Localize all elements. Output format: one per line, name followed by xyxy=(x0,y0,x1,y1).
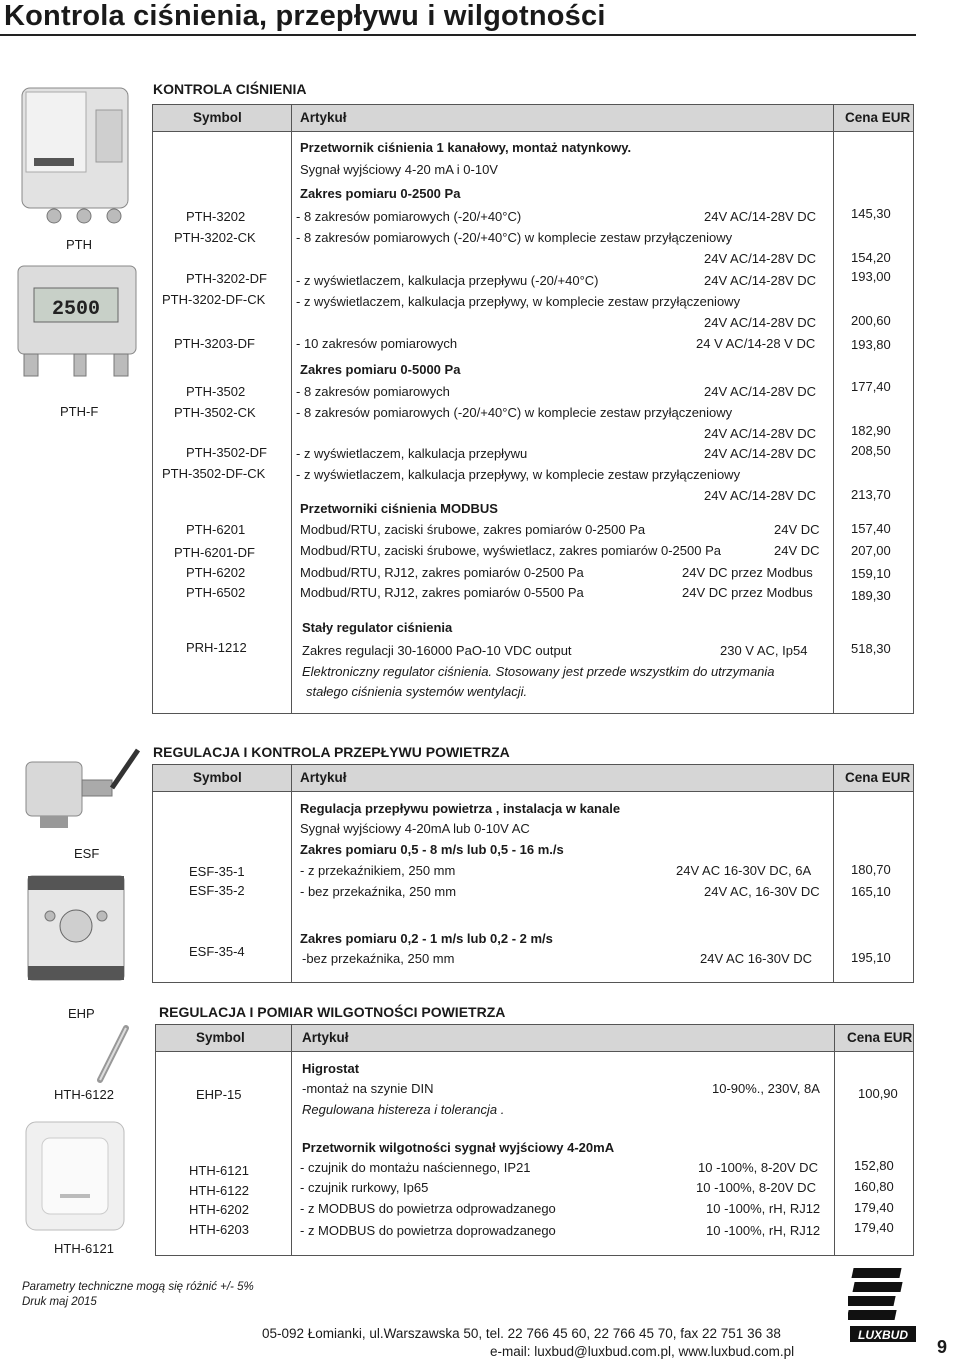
footnote-parameters: Parametry techniczne mogą się różnić +/- 5% xyxy=(22,1281,254,1293)
row-heading: Przetwornik wilgotności sygnał wyjściowy 4-20mA xyxy=(302,1140,615,1155)
symbol-cell: PTH-3202-DF xyxy=(186,271,267,286)
price-cell: 193,80 xyxy=(851,337,891,352)
symbol-cell: HTH-6202 xyxy=(189,1202,249,1217)
symbol-cell: PTH-6201-DF xyxy=(174,545,255,560)
price-cell: 200,60 xyxy=(851,313,891,328)
luxbud-logo xyxy=(848,1266,920,1348)
voltage-cell: 24V DC xyxy=(774,543,820,558)
article-cell: Modbud/RTU, zaciski śrubowe, wyświetlacz, zakres pomiarów 0-2500 Pa xyxy=(300,543,721,558)
page-number: 9 xyxy=(937,1337,948,1357)
humidity-table-header xyxy=(156,1025,913,1052)
row-text: Sygnał wyjściowy 4-20mA lub 0-10V AC xyxy=(300,821,530,836)
price-cell: 100,90 xyxy=(858,1086,898,1101)
logo-text: LUXBUD xyxy=(858,1328,908,1342)
voltage-cell: 24V AC/14-28V DC xyxy=(704,384,817,399)
voltage-cell: 10 -100%, 8-20V DC xyxy=(696,1180,816,1195)
side-label-hth-6121: HTH-6121 xyxy=(54,1241,114,1256)
col-divider xyxy=(291,105,292,713)
symbol-cell: PTH-3202-CK xyxy=(174,230,256,245)
pth-device-photo xyxy=(14,82,140,232)
col-cena: Cena EUR xyxy=(847,1030,913,1045)
article-cell: - z wyświetlaczem, kalkulacja przepływu xyxy=(296,446,528,461)
row-heading: Przetwornik ciśnienia 1 kanałowy, montaż natynkowy. xyxy=(300,140,632,155)
voltage-cell: 24V AC/14-28V DC xyxy=(704,251,817,266)
section-title-airflow: REGULACJA I KONTROLA PRZEPŁYWU POWIETRZA xyxy=(153,744,510,760)
voltage-cell: 24V AC/14-28V DC xyxy=(704,426,817,441)
row-heading: Przetworniki ciśnienia MODBUS xyxy=(300,501,498,516)
col-divider xyxy=(291,765,292,982)
side-label-hth-6122: HTH-6122 xyxy=(54,1087,114,1102)
article-cell: - 8 zakresów pomiarowych xyxy=(296,384,450,399)
voltage-cell: 10 -100%, rH, RJ12 xyxy=(706,1201,821,1216)
row-heading: Zakres pomiaru 0-2500 Pa xyxy=(300,186,461,201)
col-artykul: Artykuł xyxy=(300,770,347,785)
footer-contact: e-mail: luxbud@luxbud.com.pl, www.luxbud.com.pl xyxy=(490,1344,795,1359)
voltage-cell: 24V AC/14-28V DC xyxy=(704,273,817,288)
voltage-cell: 24 V AC/14-28 V DC xyxy=(696,336,816,351)
voltage-cell: 10-90%., 230V, 8A xyxy=(712,1081,820,1096)
article-cell: - 8 zakresów pomiarowych (-20/+40°C) w komplecie zestaw przyłączeniowy xyxy=(296,405,733,420)
title-rule xyxy=(0,34,916,36)
voltage-cell: 24V DC xyxy=(774,522,820,537)
symbol-cell: PTH-3502-DF xyxy=(186,445,267,460)
col-symbol: Symbol xyxy=(193,770,242,785)
side-label-esf: ESF xyxy=(74,846,100,861)
article-cell: -bez przekaźnika, 250 mm xyxy=(302,951,455,966)
symbol-cell: PTH-3202-DF-CK xyxy=(162,292,266,307)
price-cell: 179,40 xyxy=(854,1220,894,1235)
row-heading: Zakres pomiaru 0,2 - 1 m/s lub 0,2 - 2 m/s xyxy=(300,931,553,946)
price-cell: 160,80 xyxy=(854,1179,894,1194)
col-symbol: Symbol xyxy=(196,1030,245,1045)
article-cell: - 8 zakresów pomiarowych (-20/+40°C) xyxy=(296,209,522,224)
col-divider xyxy=(833,765,834,982)
voltage-cell: 10 -100%, rH, RJ12 xyxy=(706,1223,821,1238)
article-cell: - z przekaźnikiem, 250 mm xyxy=(300,863,456,878)
note-text: stałego ciśnienia systemów wentylacji. xyxy=(306,684,528,699)
price-cell: 157,40 xyxy=(851,521,891,536)
symbol-cell: ESF-35-4 xyxy=(189,944,245,959)
side-label-pth: PTH xyxy=(66,237,92,252)
section-title-pressure: KONTROLA CIŚNIENIA xyxy=(153,81,307,97)
price-cell: 189,30 xyxy=(851,588,891,603)
footer-address: 05-092 Łomianki, ul.Warszawska 50, tel. 22 766 45 60, 22 766 45 70, fax 22 751 36 38 xyxy=(262,1326,781,1341)
article-cell: Modbud/RTU, RJ12, zakres pomiarów 0-2500 Pa xyxy=(300,565,584,580)
article-cell: - z wyświetlaczem, kalkulacja przepływu (-20/+40°C) xyxy=(296,273,599,288)
hth-6122-probe-photo xyxy=(92,1024,132,1084)
voltage-cell: 24V AC/14-28V DC xyxy=(704,446,817,461)
section-title-humidity: REGULACJA I POMIAR WILGOTNOŚCI POWIETRZA xyxy=(159,1004,506,1020)
article-cell: -montaż na szynie DIN xyxy=(302,1081,434,1096)
row-text: Sygnał wyjściowy 4-20 mA i 0-10V xyxy=(300,162,498,177)
row-heading: Zakres pomiaru 0-5000 Pa xyxy=(300,362,461,377)
voltage-cell: 24V DC przez Modbus xyxy=(682,565,813,580)
col-symbol: Symbol xyxy=(193,110,242,125)
side-label-pth-f: PTH-F xyxy=(60,404,99,419)
note-text: Regulowana histereza i tolerancja . xyxy=(302,1102,505,1117)
price-cell: 179,40 xyxy=(854,1200,894,1215)
price-cell: 180,70 xyxy=(851,862,891,877)
symbol-cell: PTH-6502 xyxy=(186,585,246,600)
voltage-cell: 230 V AC, Ip54 xyxy=(720,643,808,658)
article-cell: - z MODBUS do powietrza odprowadzanego xyxy=(300,1201,556,1216)
hth-6121-wall-sensor-photo xyxy=(22,1118,128,1234)
article-cell: - 8 zakresów pomiarowych (-20/+40°C) w komplecie zestaw przyłączeniowy xyxy=(296,230,733,245)
article-cell: - czujnik do montażu naściennego, IP21 xyxy=(300,1160,531,1175)
article-cell: - 10 zakresów pomiarowych xyxy=(296,336,458,351)
symbol-cell: HTH-6121 xyxy=(189,1163,249,1178)
pth-f-device-photo xyxy=(14,262,140,382)
price-cell: 213,70 xyxy=(851,487,891,502)
col-divider xyxy=(291,1025,292,1255)
article-cell: Modbud/RTU, zaciski śrubowe, zakres pomiarów 0-2500 Pa xyxy=(300,522,646,537)
voltage-cell: 24V AC 16-30V DC xyxy=(700,951,813,966)
article-cell: Modbud/RTU, RJ12, zakres pomiarów 0-5500 Pa xyxy=(300,585,584,600)
price-cell: 195,10 xyxy=(851,950,891,965)
display-readout: 2500 xyxy=(51,298,101,321)
voltage-cell: 10 -100%, 8-20V DC xyxy=(698,1160,818,1175)
article-cell: - czujnik rurkowy, Ip65 xyxy=(300,1180,429,1195)
footnote-print-date: Druk maj 2015 xyxy=(22,1296,97,1308)
symbol-cell: PTH-3202 xyxy=(186,209,246,224)
article-cell: - z MODBUS do powietrza doprowadzanego xyxy=(300,1223,556,1238)
price-cell: 177,40 xyxy=(851,379,891,394)
price-cell: 207,00 xyxy=(851,543,891,558)
symbol-cell: PRH-1212 xyxy=(186,640,247,655)
row-heading: Stały regulator ciśnienia xyxy=(302,620,453,635)
price-cell: 154,20 xyxy=(851,250,891,265)
article-cell: - z wyświetlaczem, kalkulacja przepływy, w komplecie zestaw przyłączeniowy xyxy=(296,467,741,482)
symbol-cell: PTH-6202 xyxy=(186,565,246,580)
col-divider xyxy=(833,105,834,713)
article-cell: Zakres regulacji 30-16000 PaO-10 VDC output xyxy=(302,643,572,658)
col-artykul: Artykuł xyxy=(300,110,347,125)
symbol-cell: PTH-3203-DF xyxy=(174,336,255,351)
price-cell: 152,80 xyxy=(854,1158,894,1173)
airflow-table-header xyxy=(153,765,913,792)
price-cell: 165,10 xyxy=(851,884,891,899)
symbol-cell: HTH-6122 xyxy=(189,1183,249,1198)
price-cell: 193,00 xyxy=(851,269,891,284)
symbol-cell: ESF-35-2 xyxy=(189,883,245,898)
row-heading: Zakres pomiaru 0,5 - 8 m/s lub 0,5 - 16 m./s xyxy=(300,842,564,857)
page-title: Kontrola ciśnienia, przepływu i wilgotności xyxy=(4,0,606,32)
price-cell: 182,90 xyxy=(851,423,891,438)
symbol-cell: HTH-6203 xyxy=(189,1222,249,1237)
voltage-cell: 24V AC/14-28V DC xyxy=(704,488,817,503)
price-cell: 518,30 xyxy=(851,641,891,656)
voltage-cell: 24V AC, 16-30V DC xyxy=(704,884,820,899)
symbol-cell: EHP-15 xyxy=(196,1087,242,1102)
row-heading: Regulacja przepływu powietrza , instalacja w kanale xyxy=(300,801,621,816)
pressure-table-header xyxy=(153,105,913,132)
voltage-cell: 24V AC 16-30V DC, 6A xyxy=(676,863,812,878)
esf-controller-photo xyxy=(20,868,132,986)
esf-sensor-photo xyxy=(20,744,145,839)
col-cena: Cena EUR xyxy=(845,770,911,785)
symbol-cell: ESF-35-1 xyxy=(189,864,245,879)
voltage-cell: 24V DC przez Modbus xyxy=(682,585,813,600)
price-cell: 208,50 xyxy=(851,443,891,458)
article-cell: - z wyświetlaczem, kalkulacja przepływy, w komplecie zestaw przyłączeniowy xyxy=(296,294,741,309)
article-cell: - bez przekaźnika, 250 mm xyxy=(300,884,457,899)
voltage-cell: 24V AC/14-28V DC xyxy=(704,209,817,224)
symbol-cell: PTH-6201 xyxy=(186,522,246,537)
symbol-cell: PTH-3502 xyxy=(186,384,246,399)
price-cell: 159,10 xyxy=(851,566,891,581)
side-label-ehp: EHP xyxy=(68,1006,95,1021)
symbol-cell: PTH-3502-DF-CK xyxy=(162,466,266,481)
col-divider xyxy=(834,1025,835,1255)
row-heading: Higrostat xyxy=(302,1061,360,1076)
price-cell: 145,30 xyxy=(851,206,891,221)
col-artykul: Artykuł xyxy=(302,1030,349,1045)
voltage-cell: 24V AC/14-28V DC xyxy=(704,315,817,330)
symbol-cell: PTH-3502-CK xyxy=(174,405,256,420)
col-cena: Cena EUR xyxy=(845,110,911,125)
note-text: Elektroniczny regulator ciśnienia. Stosowany jest przede wszystkim do utrzymania xyxy=(302,664,775,679)
